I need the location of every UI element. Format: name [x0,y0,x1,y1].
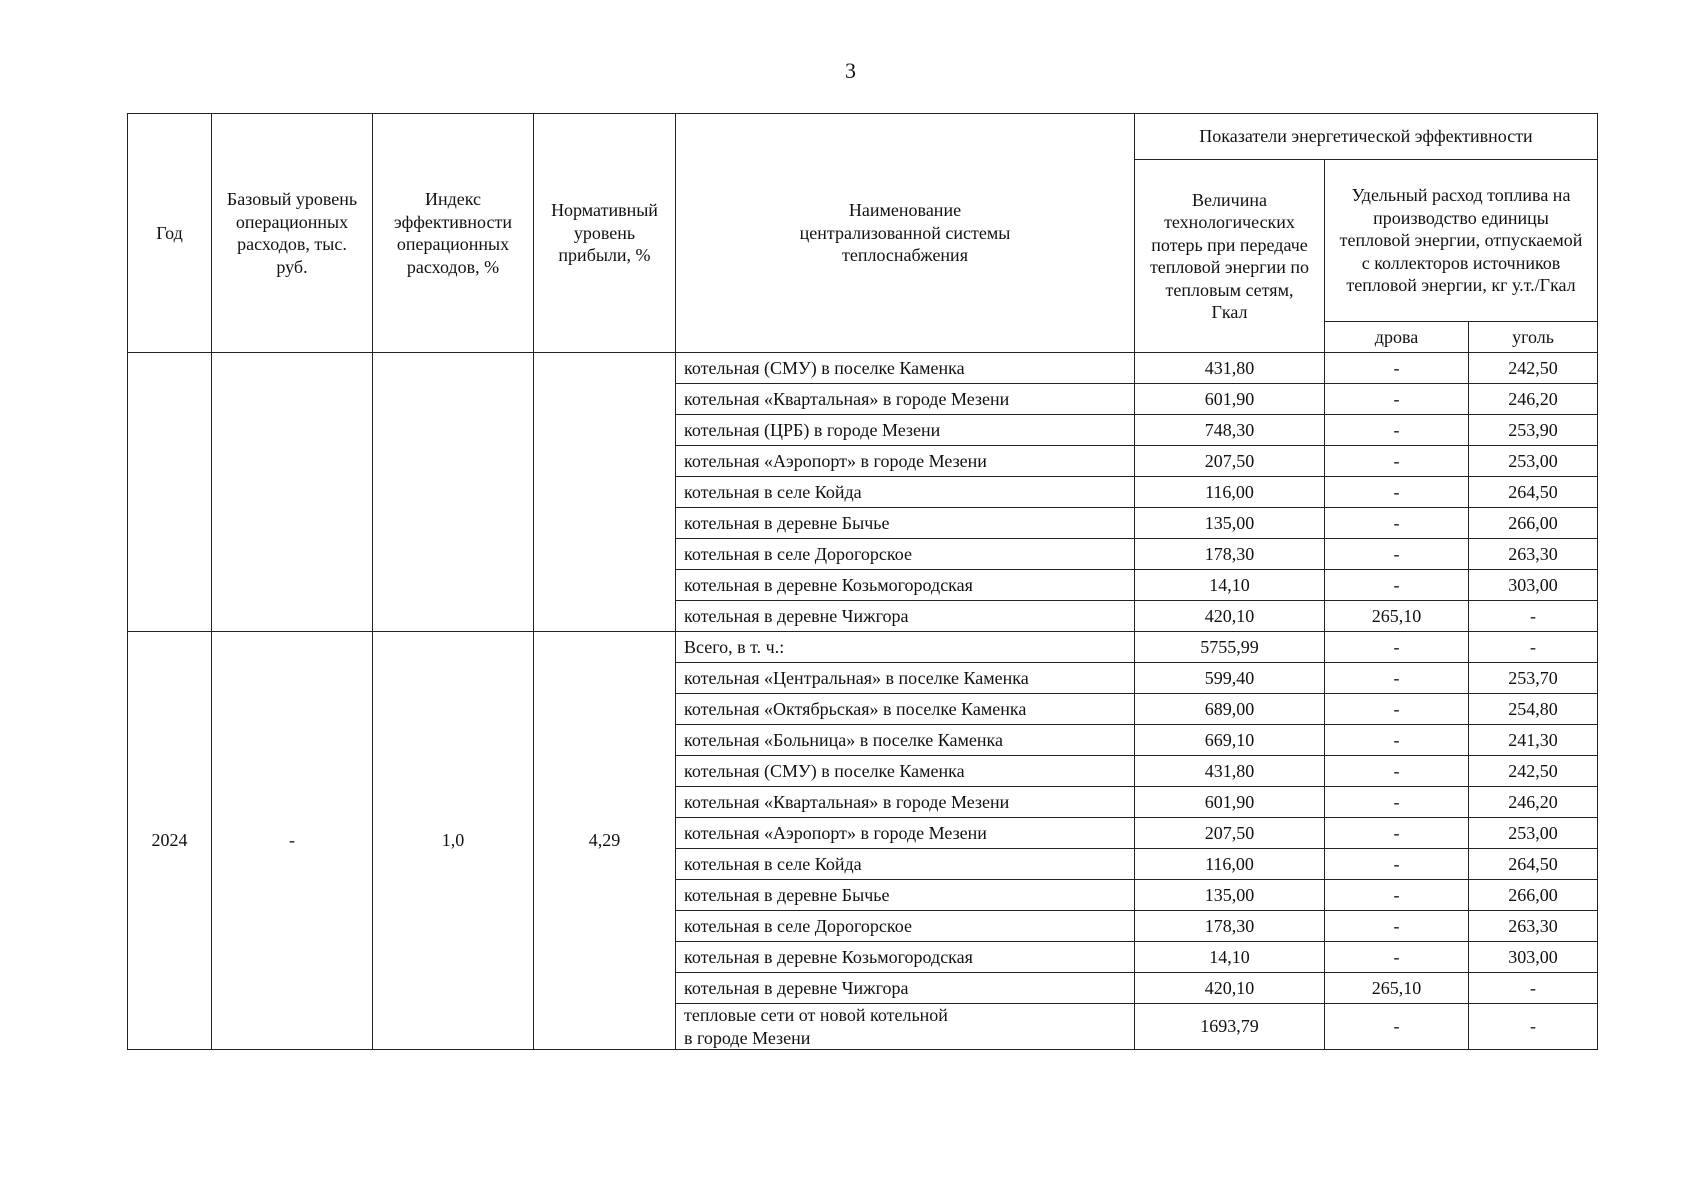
wood-cell: - [1325,849,1469,880]
coal-cell: 253,70 [1469,663,1598,694]
system-name-cell: котельная «Квартальная» в городе Мезени [676,787,1135,818]
coal-cell: - [1469,601,1598,632]
header-wood: дрова [1325,322,1469,353]
wood-cell: - [1325,539,1469,570]
coal-cell: 253,00 [1469,446,1598,477]
coal-cell: 263,30 [1469,539,1598,570]
system-name-cell: котельная «Аэропорт» в городе Мезени [676,818,1135,849]
coal-cell: 303,00 [1469,942,1598,973]
coal-cell: 253,00 [1469,818,1598,849]
coal-cell: 246,20 [1469,787,1598,818]
coal-cell: - [1469,1004,1598,1050]
header-losses: Величина технологических потерь при передаче тепловой энергии по тепловым сетям, Гкал [1135,160,1325,353]
system-name-cell: котельная (СМУ) в поселке Каменка [676,756,1135,787]
header-year: Год [128,114,212,353]
table-row [128,632,1598,663]
wood-cell: - [1325,384,1469,415]
system-name-cell: котельная «Больница» в поселке Каменка [676,725,1135,756]
losses-cell: 420,10 [1135,973,1325,1004]
losses-cell: 601,90 [1135,384,1325,415]
wood-cell: - [1325,415,1469,446]
year-cell: 2024 [128,632,212,1050]
wood-cell: - [1325,632,1469,663]
wood-cell: - [1325,663,1469,694]
losses-cell: 178,30 [1135,539,1325,570]
losses-cell: 599,40 [1135,663,1325,694]
system-name-cell: котельная в деревне Козьмогородская [676,570,1135,601]
wood-cell: - [1325,1004,1469,1050]
table-header [128,114,1598,353]
system-name-cell: котельная в деревне Бычье [676,508,1135,539]
losses-cell: 748,30 [1135,415,1325,446]
system-name-cell: котельная (ЦРБ) в городе Мезени [676,415,1135,446]
wood-cell: - [1325,508,1469,539]
system-name-cell: котельная в селе Дорогорское [676,539,1135,570]
year-cell [128,353,212,632]
header-base-level: Базовый уровень операционных расходов, тыс. руб. [212,114,373,353]
wood-cell: - [1325,756,1469,787]
efficiency-index-cell [373,353,534,632]
coal-cell: - [1469,973,1598,1004]
wood-cell: - [1325,818,1469,849]
wood-cell: - [1325,880,1469,911]
system-name-cell: котельная в деревне Козьмогородская [676,942,1135,973]
system-name-cell: Всего, в т. ч.: [676,632,1135,663]
tariff-table [127,113,1598,1050]
wood-cell: - [1325,911,1469,942]
system-name-cell: котельная в деревне Чижгора [676,601,1135,632]
coal-cell: 266,00 [1469,880,1598,911]
profit-level-cell [534,353,676,632]
system-name-cell: котельная (СМУ) в поселке Каменка [676,353,1135,384]
coal-cell: 264,50 [1469,477,1598,508]
system-name-cell: котельная «Октябрьская» в поселке Каменка [676,694,1135,725]
losses-cell: 178,30 [1135,911,1325,942]
coal-cell: 246,20 [1469,384,1598,415]
coal-cell: 263,30 [1469,911,1598,942]
table-body [128,353,1598,1050]
losses-cell: 116,00 [1135,849,1325,880]
losses-cell: 116,00 [1135,477,1325,508]
header-profit-level: Нормативный уровень прибыли, % [534,114,676,353]
coal-cell: 264,50 [1469,849,1598,880]
system-name-cell: тепловые сети от новой котельной в городе Мезени [676,1004,1135,1050]
coal-cell: 266,00 [1469,508,1598,539]
losses-cell: 135,00 [1135,508,1325,539]
losses-cell: 420,10 [1135,601,1325,632]
wood-cell: 265,10 [1325,973,1469,1004]
wood-cell: - [1325,725,1469,756]
losses-cell: 431,80 [1135,756,1325,787]
losses-cell: 669,10 [1135,725,1325,756]
losses-cell: 689,00 [1135,694,1325,725]
coal-cell: 242,50 [1469,756,1598,787]
system-name-cell: котельная «Аэропорт» в городе Мезени [676,446,1135,477]
header-coal: уголь [1469,322,1598,353]
system-name-cell: котельная в деревне Бычье [676,880,1135,911]
losses-cell: 135,00 [1135,880,1325,911]
system-name-cell: котельная «Центральная» в поселке Каменка [676,663,1135,694]
system-name-cell: котельная в селе Койда [676,849,1135,880]
header-system-name: Наименование централизованной системы теплоснабжения [676,114,1135,353]
wood-cell: - [1325,477,1469,508]
coal-cell: - [1469,632,1598,663]
table-row [128,353,1598,384]
efficiency-index-cell: 1,0 [373,632,534,1050]
losses-cell: 207,50 [1135,446,1325,477]
header-efficiency-index: Индекс эффективности операционных расходов, % [373,114,534,353]
system-name-cell: котельная в деревне Чижгора [676,973,1135,1004]
losses-cell: 601,90 [1135,787,1325,818]
coal-cell: 241,30 [1469,725,1598,756]
losses-cell: 207,50 [1135,818,1325,849]
wood-cell: - [1325,353,1469,384]
losses-cell: 431,80 [1135,353,1325,384]
page-number: 3 [845,58,856,83]
system-name-cell: котельная в селе Койда [676,477,1135,508]
losses-cell: 14,10 [1135,942,1325,973]
header-energy-indicators: Показатели энергетической эффективности [1135,114,1598,160]
profit-level-cell: 4,29 [534,632,676,1050]
wood-cell: - [1325,570,1469,601]
coal-cell: 253,90 [1469,415,1598,446]
header-fuel-consumption: Удельный расход топлива на производство единицы тепловой энергии, отпускаемой с коллекторов источников тепловой энергии, кг у.т./Гкал [1325,160,1598,322]
system-name-cell: котельная в селе Дорогорское [676,911,1135,942]
base-level-cell [212,353,373,632]
wood-cell: - [1325,942,1469,973]
losses-cell: 1693,79 [1135,1004,1325,1050]
coal-cell: 242,50 [1469,353,1598,384]
coal-cell: 303,00 [1469,570,1598,601]
base-level-cell: - [212,632,373,1050]
coal-cell: 254,80 [1469,694,1598,725]
wood-cell: 265,10 [1325,601,1469,632]
wood-cell: - [1325,787,1469,818]
wood-cell: - [1325,446,1469,477]
losses-cell: 5755,99 [1135,632,1325,663]
losses-cell: 14,10 [1135,570,1325,601]
system-name-cell: котельная «Квартальная» в городе Мезени [676,384,1135,415]
wood-cell: - [1325,694,1469,725]
